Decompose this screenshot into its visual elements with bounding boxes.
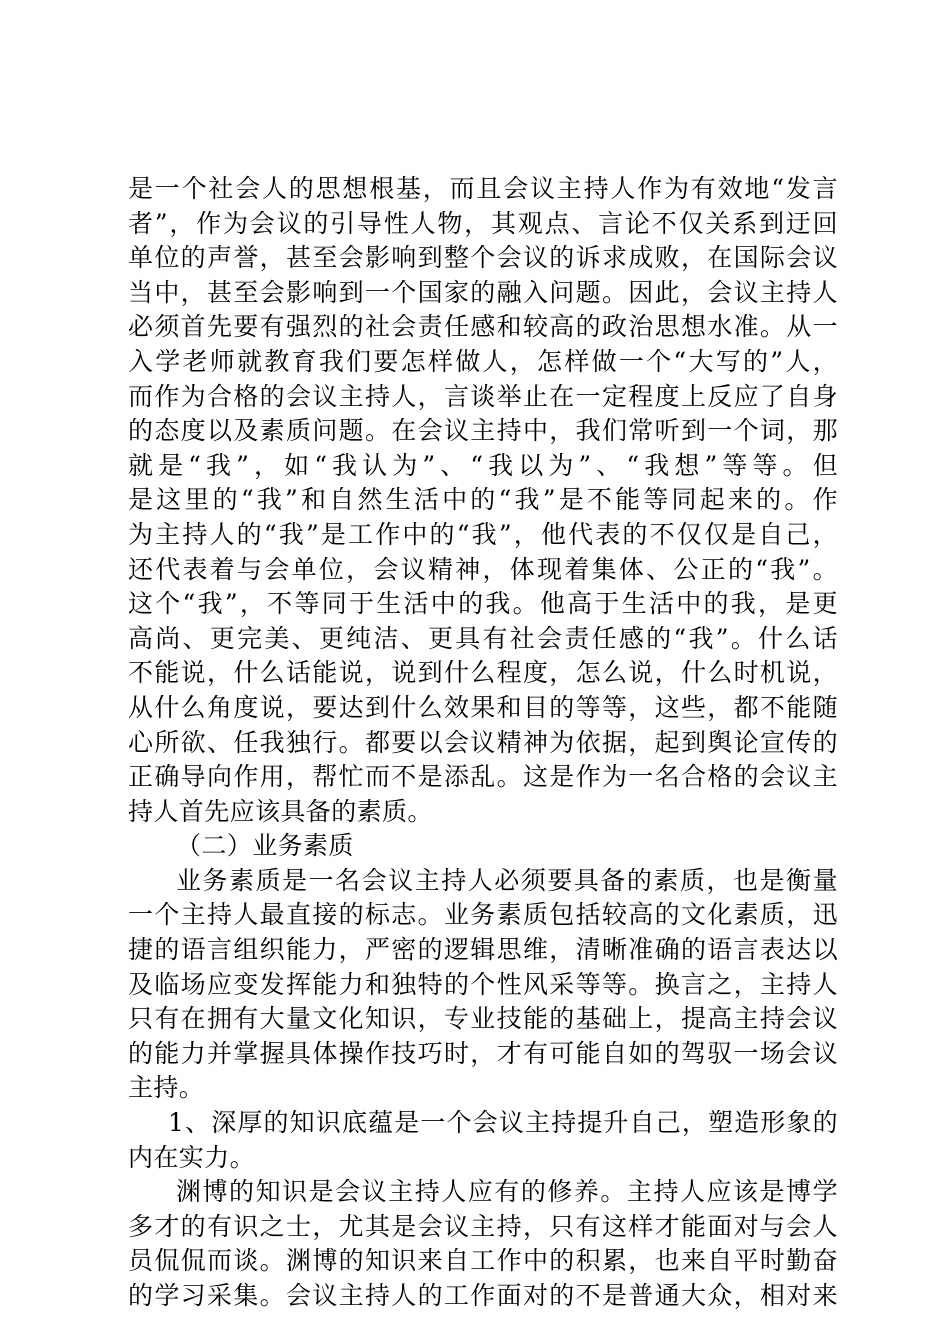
section-heading: （二）业务素质: [176, 831, 354, 861]
text-line: 不能说，什么话能说，说到什么程度，怎么说，什么时机说，: [128, 658, 838, 688]
text-line: 入学老师就教育我们要怎样做人，怎样做一个“大写的”人，: [128, 346, 838, 376]
text-line: 就是“我”，如“我认为”、“我以为”、“我想”等等。但: [128, 450, 838, 480]
text-line: 及临场应变发挥能力和独特的个性风采等等。换言之，主持人: [128, 969, 838, 999]
text-line: 渊博的知识是会议主持人应有的修养。主持人应该是博学: [176, 1177, 838, 1207]
text-line: 还代表着与会单位，会议精神，体现着集体、公正的“我”。: [128, 554, 838, 584]
subsection-heading: 内在实力。: [128, 1142, 256, 1172]
text-line: 单位的声誉，甚至会影响到整个会议的诉求成败，在国际会议: [128, 243, 838, 273]
text-line: 心所欲、任我独行。都要以会议精神为依据，起到舆论宣传的: [128, 727, 838, 757]
text-line: 的学习采集。会议主持人的工作面对的不是普通大众，相对来: [128, 1281, 838, 1310]
text-line: 这个“我”，不等同于生活中的我。他高于生活中的我，是更: [128, 589, 838, 619]
text-line: 而作为合格的会议主持人，言谈举止在一定程度上反应了自身: [128, 381, 838, 411]
text-line: 多才的有识之士，尤其是会议主持，只有这样才能面对与会人: [128, 1211, 838, 1241]
subsection-heading: 1、深厚的知识底蕴是一个会议主持提升自己，塑造形象的: [168, 1108, 838, 1138]
text-line: 只有在拥有大量文化知识，专业技能的基础上，提高主持会议: [128, 1004, 838, 1034]
body-text: [128, 172, 838, 1314]
text-line: 业务素质是一名会议主持人必须要具备的素质，也是衡量: [176, 865, 838, 895]
text-line: 必须首先要有强烈的社会责任感和较高的政治思想水准。从一: [128, 312, 838, 342]
text-line: 的能力并掌握具体操作技巧时，才有可能自如的驾驭一场会议: [128, 1038, 838, 1068]
text-line: 是这里的“我”和自然生活中的“我”是不能等同起来的。作: [128, 485, 838, 515]
text-line: 为主持人的“我”是工作中的“我”，他代表的不仅仅是自己，: [128, 519, 838, 549]
text-line: 持人首先应该具备的素质。: [128, 796, 433, 826]
text-line: 主持。: [128, 1073, 205, 1103]
text-line: 从什么角度说，要达到什么效果和目的等等，这些，都不能随: [128, 692, 838, 722]
text-line: 捷的语言组织能力，严密的逻辑思维，清晰准确的语言表达以: [128, 935, 838, 965]
text-line: 者”，作为会议的引导性人物，其观点、言论不仅关系到迂回: [128, 208, 838, 238]
text-line: 是一个社会人的思想根基，而且会议主持人作为有效地“发言: [128, 174, 838, 203]
text-line: 的态度以及素质问题。在会议主持中，我们常听到一个词，那: [128, 416, 838, 446]
text-line: 一个主持人最直接的标志。业务素质包括较高的文化素质，迅: [128, 900, 838, 930]
text-line: 当中，甚至会影响到一个国家的融入问题。因此，会议主持人: [128, 277, 838, 307]
text-line: 正确导向作用，帮忙而不是添乱。这是作为一名合格的会议主: [128, 762, 838, 792]
text-line: 员侃侃而谈。渊博的知识来自工作中的积累，也来自平时勤奋: [128, 1246, 838, 1276]
text-line: 高尚、更完美、更纯洁、更具有社会责任感的“我”。什么话: [128, 623, 838, 653]
